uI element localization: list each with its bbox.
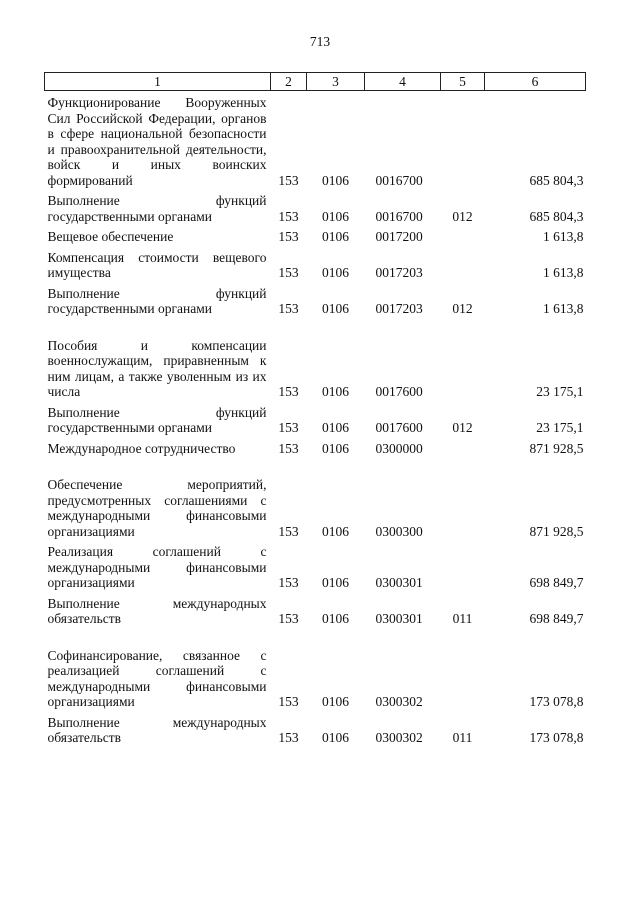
row-section: 0106 [322, 611, 349, 626]
row-target-article: 0017600 [375, 420, 423, 435]
column-header-3: 3 [307, 73, 365, 91]
row-expense-type: 011 [452, 730, 473, 745]
row-name: Выполнение функций государственными органами [47, 404, 267, 435]
row-target-article: 0016700 [375, 208, 423, 224]
table-row [45, 456, 586, 539]
row-name: Выполнение международных обязательств [47, 595, 267, 626]
row-name: Выполнение международных обязательств [47, 714, 267, 745]
row-name: Функционирование Вооруженных Сил Российской Федерации, органов в сфере национальной безопасности и правоохранительной деятельности, войск и иных воинских формирований [47, 95, 267, 188]
row-target-article: 0300301 [375, 575, 423, 590]
row-name: Международное сотрудничество [47, 440, 236, 456]
row-amount: 23 175,1 [536, 384, 584, 399]
row-section: 0106 [322, 730, 349, 745]
budget-table [44, 72, 586, 746]
row-target-article: 0017600 [375, 384, 423, 399]
row-target-article: 0017200 [375, 229, 423, 244]
row-amount: 1 613,8 [543, 265, 584, 280]
row-grbs: 153 [278, 208, 299, 224]
row-expense-type [441, 224, 485, 245]
table-row [45, 539, 586, 591]
column-header-2: 2 [271, 73, 307, 91]
row-amount: 173 078,8 [529, 694, 584, 709]
row-grbs: 153 [278, 172, 299, 188]
page-number: 713 [309, 34, 331, 49]
row-grbs: 153 [278, 575, 299, 590]
row-amount: 871 928,5 [529, 523, 584, 539]
row-name: Компенсация стоимости вещевого имущества [47, 249, 267, 280]
table-row [45, 317, 586, 400]
table-row [45, 710, 586, 746]
row-section: 0106 [322, 208, 349, 224]
row-expense-type [441, 245, 485, 281]
row-grbs: 153 [278, 301, 299, 316]
row-expense-type [441, 91, 485, 189]
row-section: 0106 [322, 229, 349, 244]
row-expense-type: 011 [452, 611, 473, 626]
row-name: Обеспечение мероприятий, предусмотренных соглашениями с международными финансовыми организациями [47, 477, 267, 539]
row-expense-type [441, 456, 485, 539]
table-body [45, 91, 586, 746]
row-grbs: 153 [278, 265, 299, 280]
row-expense-type [441, 539, 485, 591]
row-expense-type [441, 436, 485, 457]
table-row [45, 188, 586, 224]
row-grbs: 153 [278, 420, 299, 435]
row-section: 0106 [322, 384, 349, 399]
row-section: 0106 [322, 694, 349, 709]
row-amount: 173 078,8 [529, 730, 584, 745]
row-target-article: 0300301 [375, 611, 423, 626]
row-section: 0106 [322, 523, 349, 539]
table-row [45, 591, 586, 627]
row-expense-type [441, 627, 485, 710]
row-section: 0106 [322, 440, 349, 456]
row-grbs: 153 [278, 229, 299, 244]
row-name: Выполнение функций государственными органами [47, 193, 267, 224]
column-header-5: 5 [441, 73, 485, 91]
row-target-article: 0300000 [375, 440, 423, 456]
row-section: 0106 [322, 265, 349, 280]
row-grbs: 153 [278, 694, 299, 709]
row-amount: 698 849,7 [529, 611, 584, 626]
table-header [45, 73, 586, 91]
table-row [45, 281, 586, 317]
table-row [45, 627, 586, 710]
row-grbs: 153 [278, 384, 299, 399]
row-target-article: 0300302 [375, 730, 423, 745]
row-target-article: 0300300 [375, 523, 423, 539]
row-grbs: 153 [278, 611, 299, 626]
row-name: Выполнение функций государственными органами [47, 285, 267, 316]
row-target-article: 0300302 [375, 694, 423, 709]
row-section: 0106 [322, 575, 349, 590]
row-section: 0106 [322, 172, 349, 188]
row-expense-type: 012 [452, 420, 473, 435]
table-row [45, 400, 586, 436]
row-section: 0106 [322, 420, 349, 435]
column-header-6: 6 [485, 73, 586, 91]
row-amount: 871 928,5 [529, 440, 584, 456]
row-amount: 685 804,3 [529, 208, 584, 224]
row-name: Вещевое обеспечение [47, 229, 174, 244]
row-amount: 23 175,1 [536, 420, 584, 435]
row-amount: 698 849,7 [529, 575, 584, 590]
row-target-article: 0017203 [375, 265, 423, 280]
row-target-article: 0016700 [375, 172, 423, 188]
row-amount: 1 613,8 [543, 229, 584, 244]
row-name: Софинансирование, связанное с реализацией соглашений с международными финансовыми организациями [47, 647, 267, 709]
row-target-article: 0017203 [375, 301, 423, 316]
row-expense-type: 012 [452, 208, 473, 224]
row-section: 0106 [322, 301, 349, 316]
row-name: Реализация соглашений с международными финансовыми организациями [47, 544, 267, 590]
table-row [45, 436, 586, 457]
table-row [45, 245, 586, 281]
column-header-4: 4 [365, 73, 441, 91]
table-row [45, 91, 586, 189]
row-grbs: 153 [278, 440, 299, 456]
row-expense-type [441, 317, 485, 400]
row-amount: 1 613,8 [543, 301, 584, 316]
column-header-1: 1 [45, 73, 271, 91]
row-name: Пособия и компенсации военнослужащим, приравненным к ним лицам, а также уволенным из их числа [47, 337, 267, 399]
row-grbs: 153 [278, 730, 299, 745]
row-grbs: 153 [278, 523, 299, 539]
row-expense-type: 012 [452, 301, 473, 316]
row-amount: 685 804,3 [529, 172, 584, 188]
table-row [45, 224, 586, 245]
